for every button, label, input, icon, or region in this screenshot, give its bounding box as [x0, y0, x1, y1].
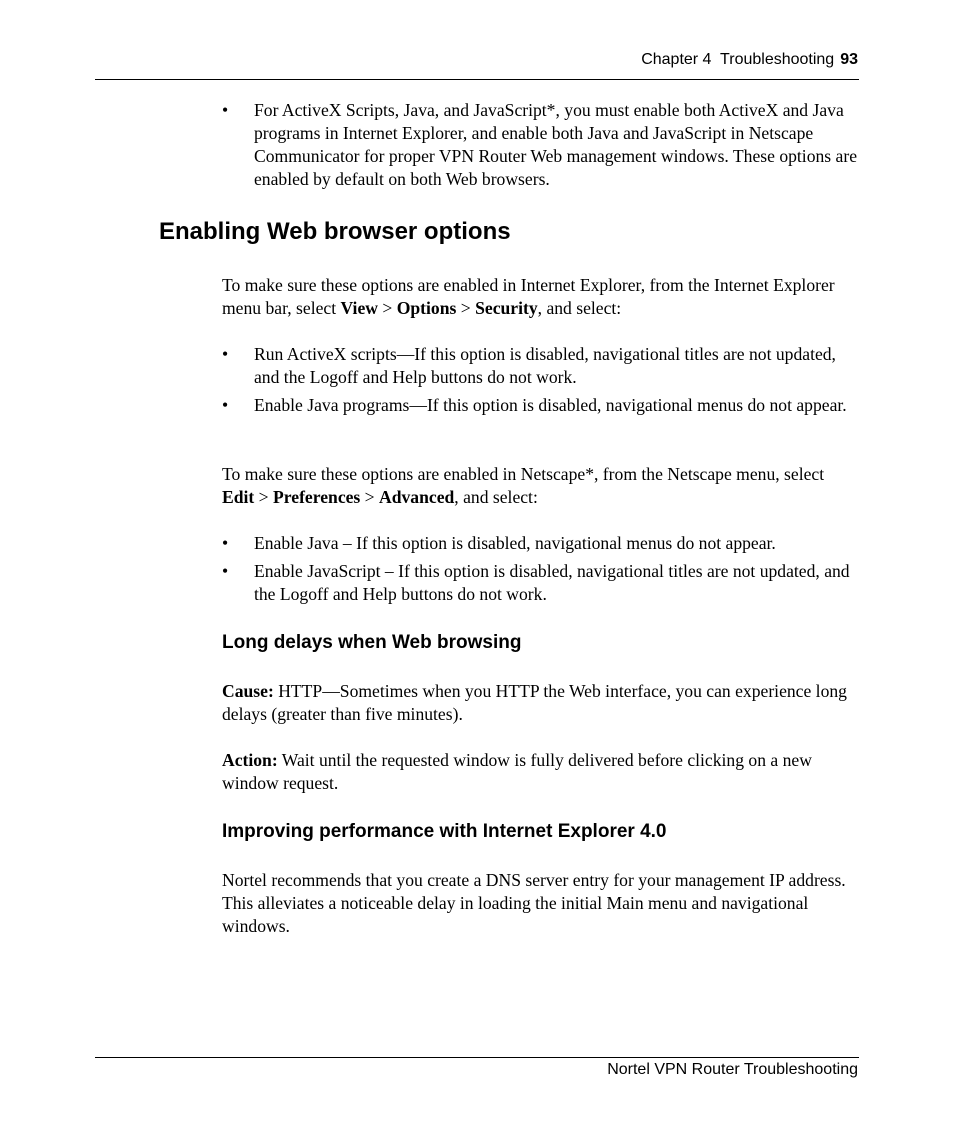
menu-separator: >: [360, 487, 380, 507]
ns-bullet-text: Enable Java – If this option is disabled, navigational menus do not appear.: [254, 533, 776, 553]
menu-view: View: [340, 298, 378, 318]
ns-para-tail: , and select:: [454, 487, 538, 507]
menu-options: Options: [396, 298, 457, 318]
ns-para-text: To make sure these options are enabled in Netscape*, from the Netscape menu, select: [222, 464, 825, 484]
header-rule: [95, 79, 859, 80]
bullet-dot: •: [222, 533, 229, 553]
action-label: Action:: [222, 750, 278, 770]
bullet-dot: •: [222, 561, 229, 581]
ie-paragraph: [222, 274, 852, 320]
menu-edit: Edit: [222, 487, 255, 507]
menu-separator: >: [377, 298, 397, 318]
menu-security: Security: [475, 298, 538, 318]
intro-bullet: [222, 99, 862, 191]
ns-bullet-2: [222, 560, 862, 606]
ie-para-tail: , and select:: [537, 298, 622, 318]
ie-bullet-2: [222, 394, 862, 417]
bullet-dot: •: [222, 100, 229, 120]
chapter-label: Chapter 4 Troubleshooting: [641, 51, 835, 68]
ie-bullet-1: [222, 343, 862, 389]
ie-bullet-text: Run ActiveX scripts—If this option is disabled, navigational titles are not updated, and the Logoff and Help buttons do not work.: [254, 344, 836, 387]
running-header: [641, 51, 858, 69]
cause-paragraph: [222, 680, 852, 726]
ns-bullet-text: Enable JavaScript – If this option is disabled, navigational titles are not updated, and the Logoff and Help buttons do not work.: [254, 561, 850, 604]
page-number: 93: [840, 51, 858, 68]
running-footer: Nortel VPN Router Troubleshooting: [607, 1061, 858, 1078]
menu-separator: >: [254, 487, 274, 507]
action-paragraph: [222, 749, 852, 795]
action-text: Wait until the requested window is fully delivered before clicking on a new window request.: [222, 750, 812, 793]
menu-preferences: Preferences: [273, 487, 361, 507]
section-title: Enabling Web browser options: [159, 218, 511, 245]
bullet-dot: •: [222, 344, 229, 364]
long-delays-heading: Long delays when Web browsing: [222, 632, 522, 653]
ie4-paragraph: Nortel recommends that you create a DNS server entry for your management IP address. This alleviates a noticeable delay in loading the initial Main menu and navigational windows.: [222, 870, 846, 936]
netscape-paragraph: [222, 463, 852, 509]
ie-bullet-text: Enable Java programs—If this option is disabled, navigational menus do not appear.: [254, 395, 847, 415]
ns-bullet-1: [222, 532, 862, 555]
ie-para-text: To make sure these options are enabled in Internet Explorer, from the Internet Explorer menu bar, select: [222, 275, 835, 318]
menu-advanced: Advanced: [379, 487, 455, 507]
ie4-heading: Improving performance with Internet Explorer 4.0: [222, 821, 667, 842]
menu-separator: >: [456, 298, 476, 318]
intro-bullet-text: For ActiveX Scripts, Java, and JavaScript*, you must enable both ActiveX and Java programs in Internet Explorer, and enable both Java and JavaScript in Netscape Communicator for proper VPN Router Web management windows. These options are enabled by default on both Web browsers.: [254, 100, 858, 189]
footer-rule: [95, 1057, 859, 1058]
cause-label: Cause:: [222, 681, 274, 701]
cause-text: HTTP—Sometimes when you HTTP the Web interface, you can experience long delays (greater than five minutes).: [222, 681, 847, 724]
bullet-dot: •: [222, 395, 229, 415]
